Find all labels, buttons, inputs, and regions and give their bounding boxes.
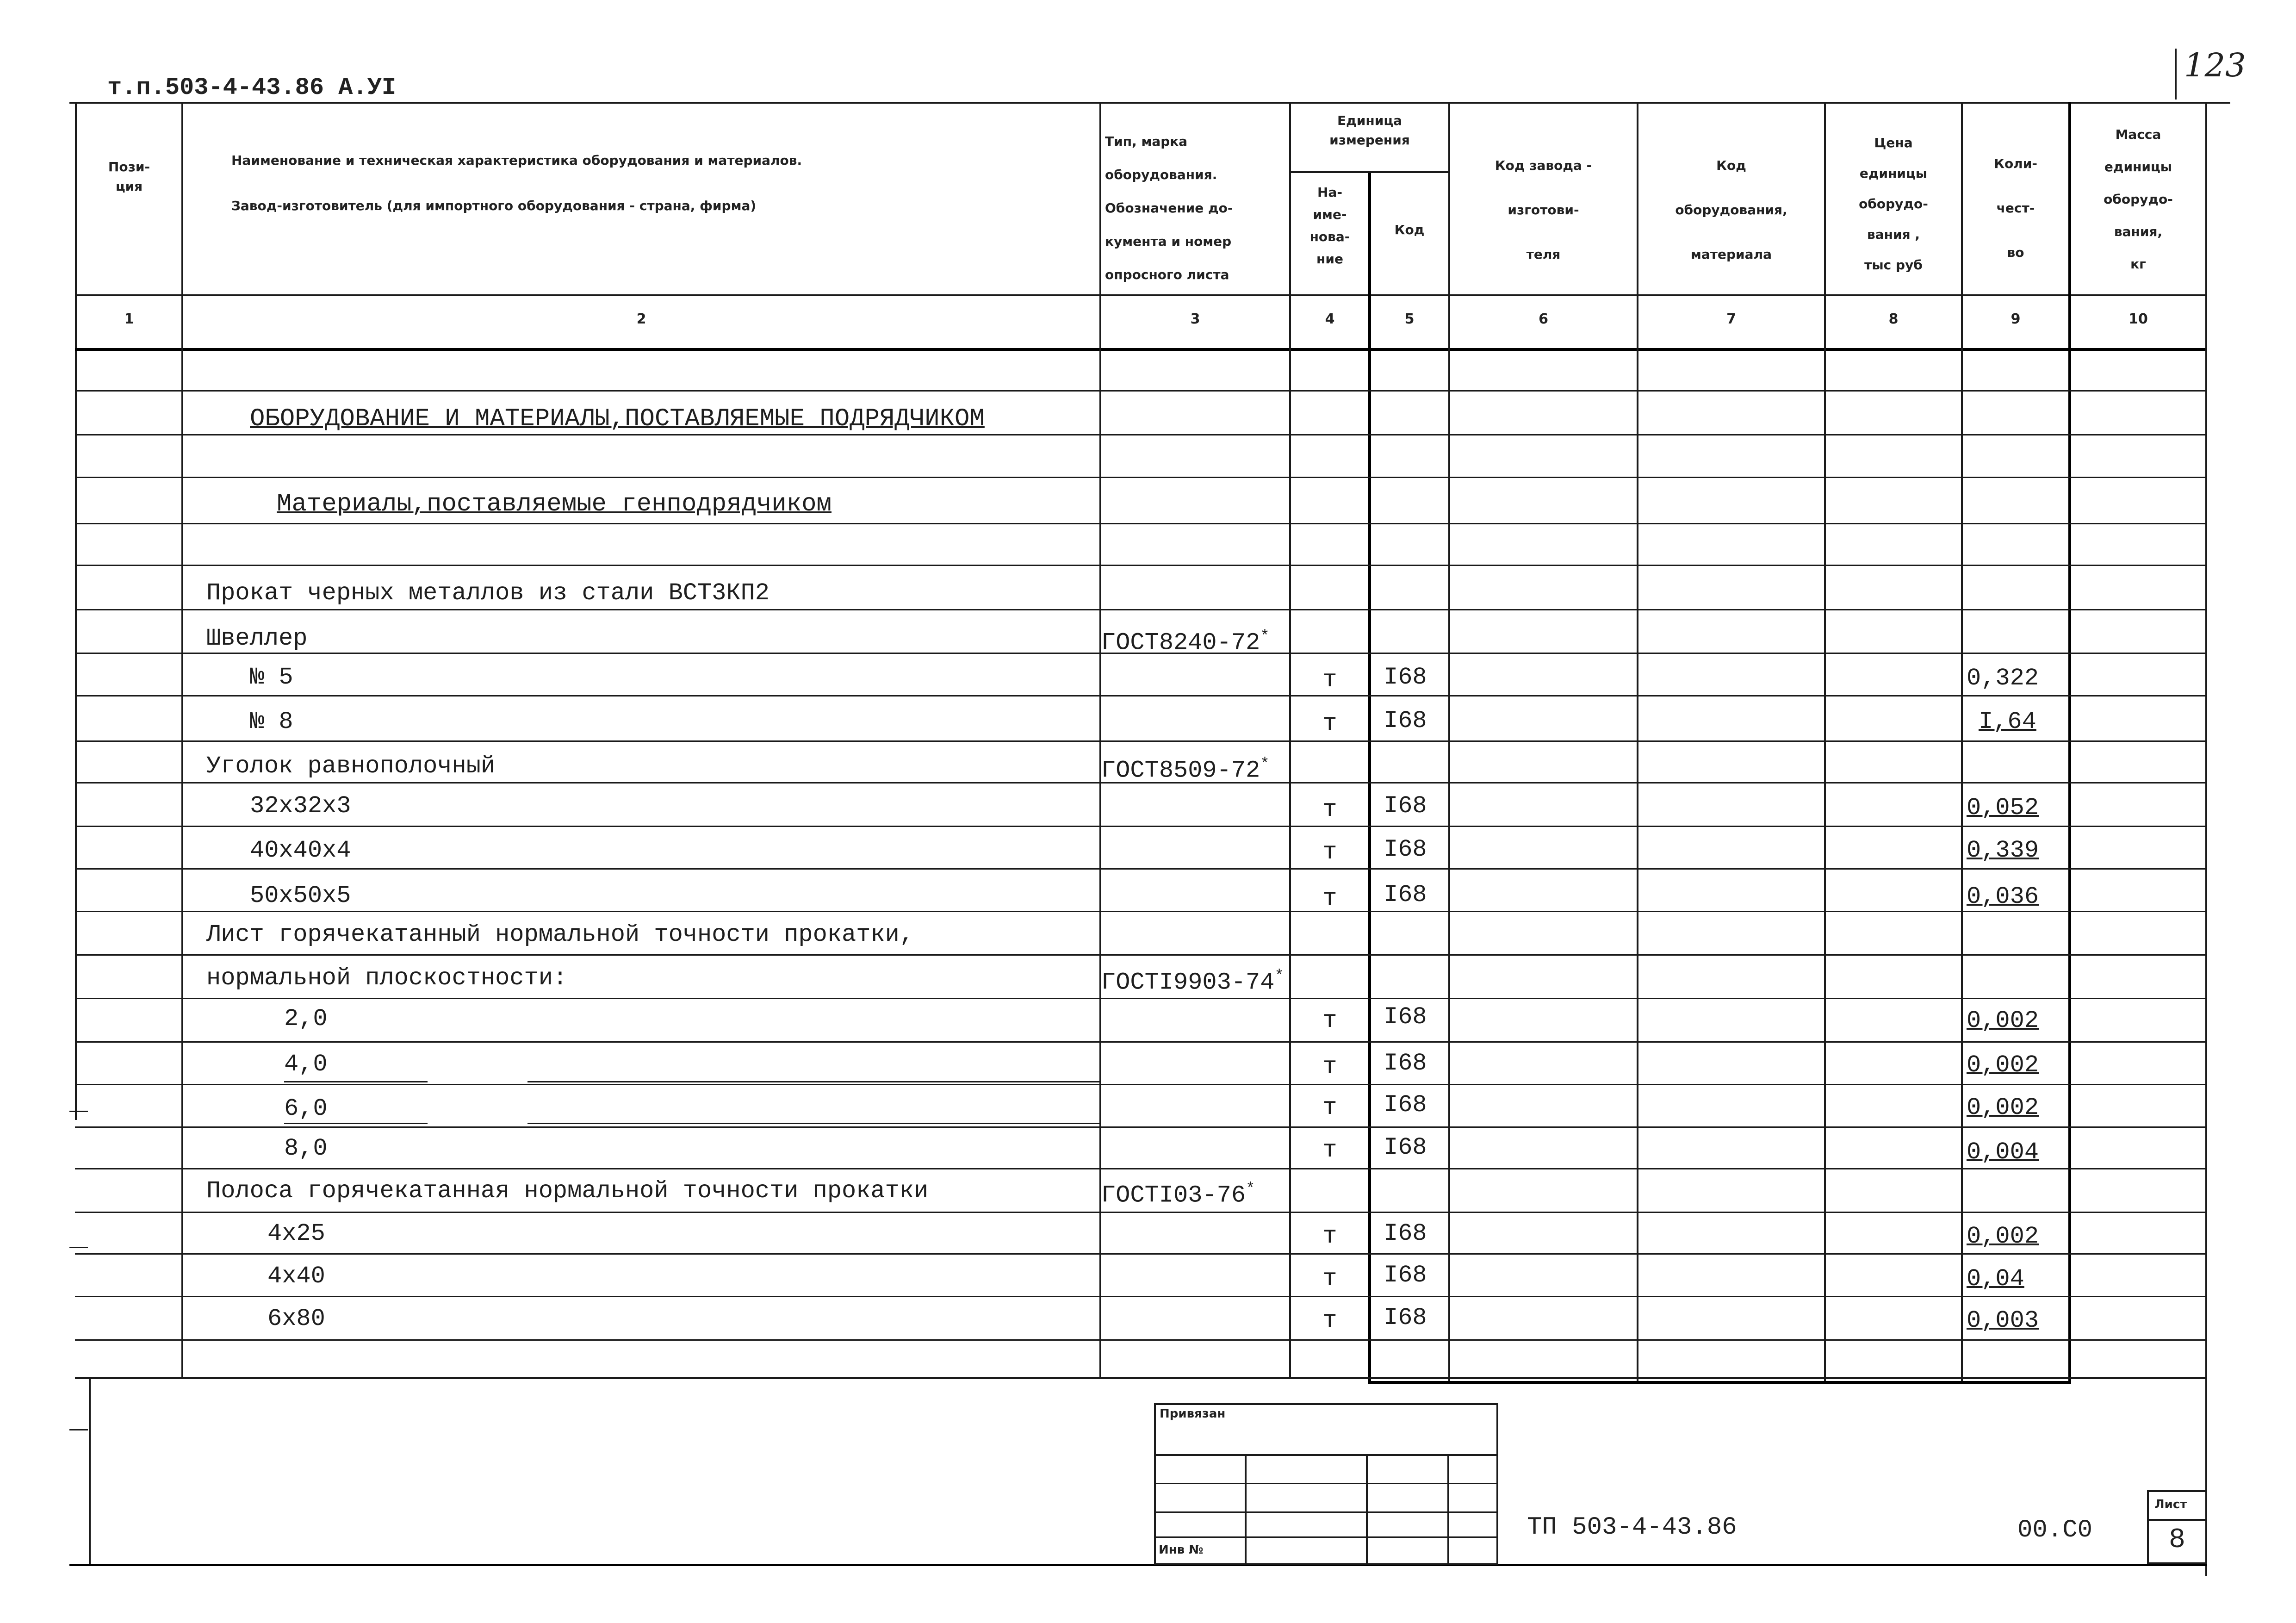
row-qty: 0,002 [1967,1007,2039,1034]
stamp-line [1154,1454,1498,1456]
row-unit: т [1322,1094,1337,1121]
row-line [75,1126,2205,1128]
row-name: 4х40 [267,1262,325,1290]
row-line [75,954,2205,956]
row-qty: 0,004 [1967,1138,2039,1166]
col-number: 3 [1190,311,1200,327]
row-code: I68 [1384,664,1427,691]
row-qty: 0,04 [1967,1265,2024,1293]
row-line [75,523,2205,524]
col-number: 2 [636,311,646,327]
stamp-box [1154,1403,1498,1565]
row-code: I68 [1384,1304,1427,1331]
header-col7: Код оборудования, материала [1675,158,1787,262]
stamp-section: 00.С0 [2017,1516,2093,1544]
row-line [75,1296,2205,1297]
row-name: № 5 [250,664,293,691]
row-code: I68 [1384,1003,1427,1031]
row-line [75,826,2205,827]
header-col9: Коли- чест- во [1994,156,2037,260]
margin-tick [69,1111,88,1112]
row-code: I68 [1384,792,1427,820]
header-col4: На- име- нова- ние [1309,185,1350,267]
stamp-div [1245,1454,1247,1565]
header-col1: Пози- ция [108,159,150,194]
col-div-9 [2068,102,2071,1384]
sheet-number: 8 [2168,1524,2185,1556]
col-div-4 [1368,171,1371,1384]
col-div-5 [1448,102,1450,1384]
row-line [75,911,2205,912]
sheet-label: Лист [2154,1498,2187,1511]
row-unit: т [1322,885,1337,912]
col-number: 10 [2128,311,2148,327]
sheet-box-line [2147,1519,2207,1521]
row-name: 6,0 [284,1095,328,1122]
row-line [75,477,2205,478]
row-unit: т [1322,666,1337,694]
row-unit: т [1322,796,1337,823]
row-code: I68 [1384,1134,1427,1161]
row-code: I68 [1384,1050,1427,1077]
row-name: 6х80 [267,1305,325,1332]
col-number: 5 [1404,311,1415,327]
row-code: I68 [1384,1262,1427,1289]
row-qty: 0,052 [1967,794,2039,821]
row-line [75,740,2205,742]
col-number: 8 [1888,311,1899,327]
col-number: 7 [1726,311,1736,327]
row-code: I68 [1384,1091,1427,1119]
row-doc: ГОСТ8240-72* [1101,628,1270,657]
stamp-line [1154,1483,1498,1484]
row-line [75,609,2205,610]
doc-code: т.п.503-4-43.86 А.УI [107,74,397,101]
table-end-line [75,1377,2205,1379]
row-doc: ГОСТ8509-72* [1101,756,1270,784]
stamp-div [1447,1454,1449,1565]
header-col8: Цена единицы оборудо- вания , тыс руб [1859,135,1928,273]
gap-line [284,1081,428,1082]
col-number: 1 [124,311,134,327]
row-name: 2,0 [284,1005,328,1032]
row-name: 4,0 [284,1051,328,1078]
stamp-bound-label: Привязан [1160,1407,1226,1421]
row-line [75,998,2205,999]
row-unit: т [1322,1307,1337,1334]
header-unit-group: Единица измерения [1329,113,1410,148]
row-name: 40х40х4 [250,837,351,864]
row-qty: 0,002 [1967,1094,2039,1121]
row-unit: т [1322,1007,1337,1034]
margin-tick [69,1247,88,1248]
row-qty: I,64 [1979,708,2036,735]
col-div-6 [1637,102,1638,1384]
gap-line [284,1123,428,1124]
row-unit: т [1322,1223,1337,1250]
header-col3: Тип, марка оборудования. Обозначение до- кумента и номер опросного листа [1105,134,1233,282]
row-name: 32х32х3 [250,792,351,820]
col-div-8 [1961,102,1963,1384]
row-qty: 0,002 [1967,1223,2039,1250]
header-bottom-line [75,294,2205,296]
row-name: Лист горячекатанный нормальной точности прокатки, [206,921,914,948]
gap-line [527,1123,1099,1124]
row-qty: 0,339 [1967,837,2039,864]
stamp-line [1154,1536,1498,1538]
row-code: I68 [1384,836,1427,863]
row-name: Полоса горячекатанная нормальной точности прокатки [206,1177,929,1205]
row-name: 8,0 [284,1135,328,1162]
subsection-title: Материалы,поставляемые генподрядчиком [277,490,832,518]
row-line [75,1212,2205,1213]
row-line [75,695,2205,696]
page-mark: 123 [2184,46,2246,84]
stamp-inv-label: Инв № [1159,1543,1204,1557]
numbers-bottom-line [75,348,2205,351]
border-left [75,102,77,1120]
header-col5: Код [1394,222,1425,237]
row-line [75,565,2205,566]
bottom-frame [69,1564,2207,1566]
row-line [75,1084,2205,1085]
table-body-bottom [1368,1381,2070,1384]
col-div-7 [1824,102,1826,1384]
row-unit: т [1322,710,1337,737]
header-col2: Наименование и техническая характеристика оборудования и материалов. Завод-изготовитель (для импортного оборудования - страна, фирма) [231,153,802,213]
gap-line [527,1081,1099,1082]
row-code: I68 [1384,881,1427,908]
row-line [75,390,2205,392]
row-line [75,1041,2205,1043]
section-title: ОБОРУДОВАНИЕ И МАТЕРИАЛЫ,ПОСТАВЛЯЕМЫЕ ПОДРЯДЧИКОМ [250,405,985,433]
stamp-doc-number: ТП 503-4-43.86 [1527,1513,1737,1542]
row-unit: т [1322,1265,1337,1293]
col-number: 9 [2011,311,2021,327]
row-qty: 0,322 [1967,665,2039,692]
table-top-line [69,102,2230,104]
row-line [75,868,2205,870]
unit-group-line [1289,171,1450,173]
row-name: Швеллер [206,625,308,652]
row-qty: 0,002 [1967,1051,2039,1079]
row-line [75,1253,2205,1255]
row-doc: ГОСТI9903-74* [1101,968,1284,996]
row-name: нормальной плоскостности: [206,964,568,992]
row-unit: т [1322,1137,1337,1164]
stamp-frame-left [89,1379,91,1564]
row-qty: 0,036 [1967,883,2039,910]
row-name: Прокат черных металлов из стали ВСТ3КП2 [206,579,769,607]
row-unit: т [1322,1053,1337,1081]
row-unit: т [1322,839,1337,866]
row-line [75,434,2205,435]
row-name: № 8 [250,708,293,735]
header-col10: Масса единицы оборудо- вания, кг [2104,127,2173,272]
row-name: Уголок равнополочный [206,752,496,780]
row-line [75,1339,2205,1341]
stamp-line [1154,1511,1498,1513]
col-number: 6 [1539,311,1548,327]
row-doc: ГОСТI03-76* [1101,1181,1255,1209]
col-number: 4 [1325,311,1335,327]
row-qty: 0,003 [1967,1307,2039,1334]
page-mark-bar [2175,49,2177,99]
row-line [75,1168,2205,1169]
border-right [2205,102,2207,1576]
margin-tick [69,1429,88,1430]
row-name: 4х25 [267,1220,325,1247]
header-col6: Код завода - изготови- теля [1495,158,1592,262]
row-code: I68 [1384,707,1427,734]
row-name: 50х50х5 [250,882,351,909]
stamp-div [1366,1454,1368,1565]
row-code: I68 [1384,1220,1427,1247]
